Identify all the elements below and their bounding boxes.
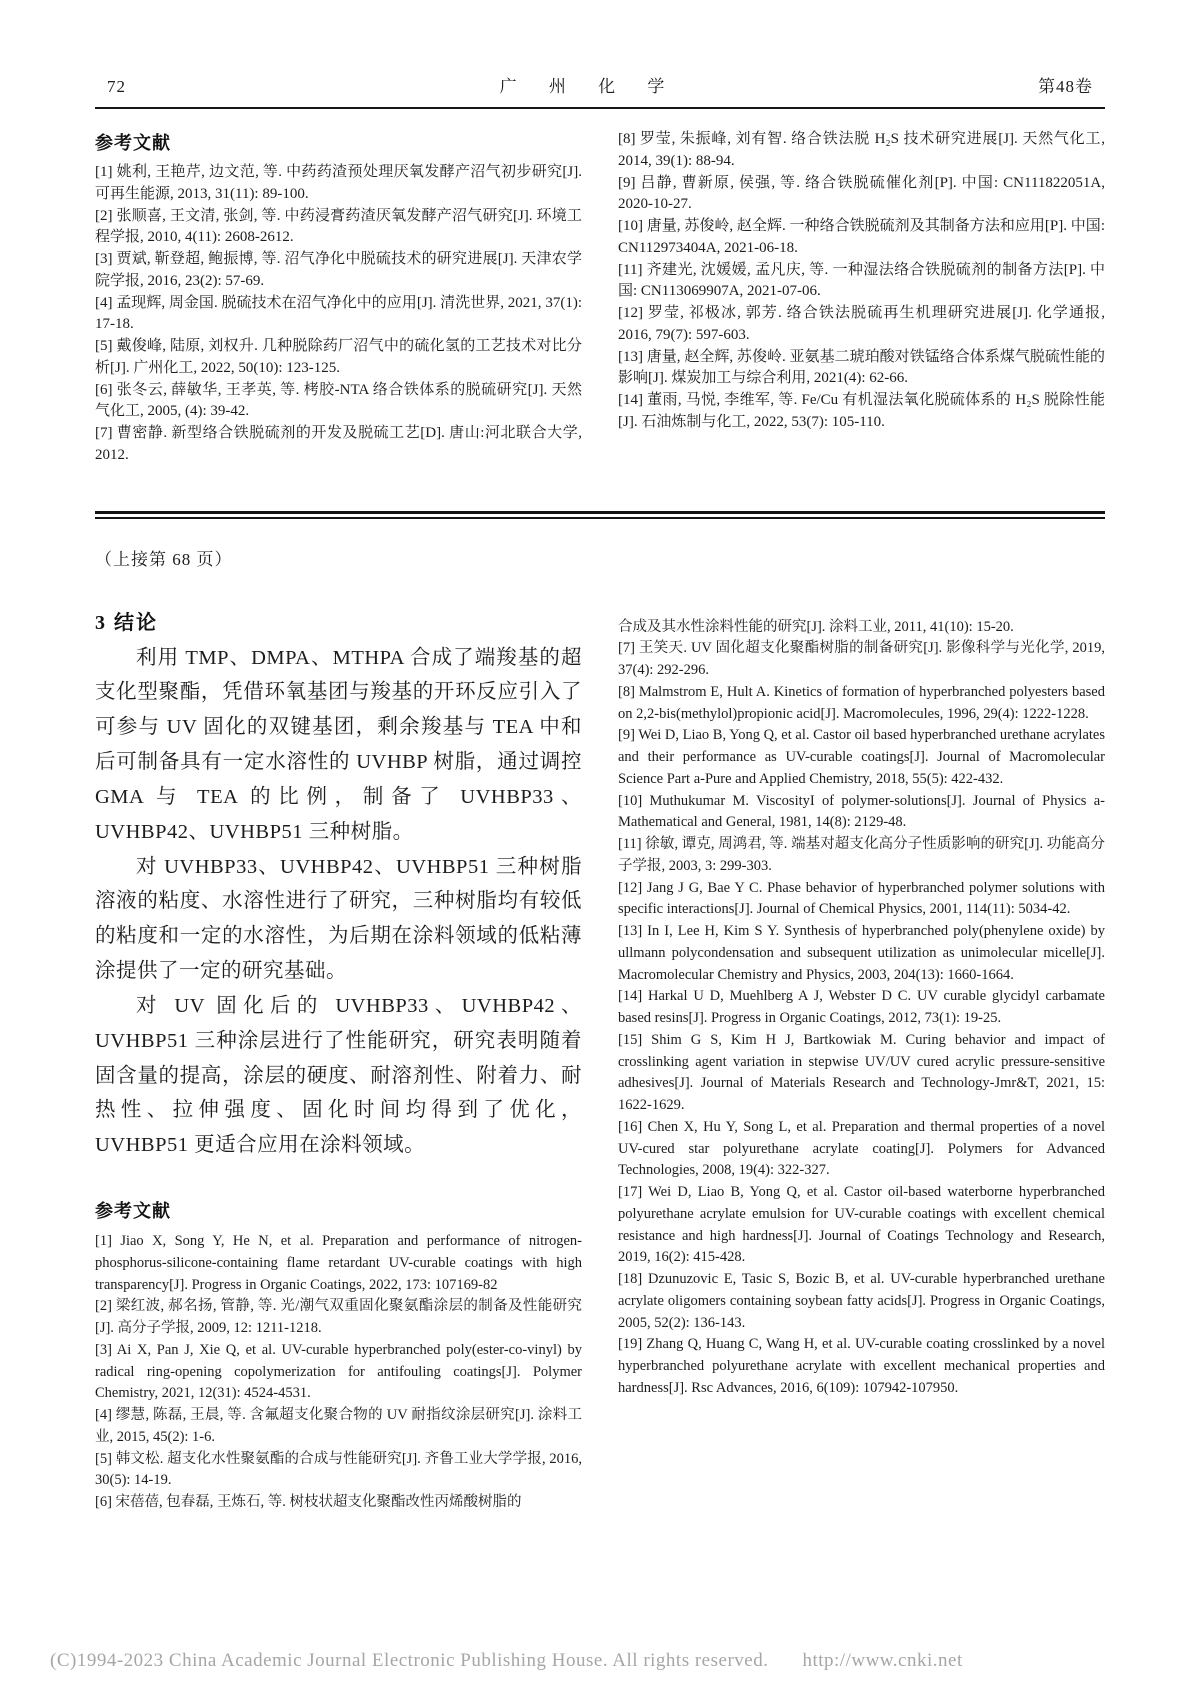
journal-title: 广 州 化 学 xyxy=(499,77,679,96)
reference-item: [6] 张冬云, 薛敏华, 王孝英, 等. 栲胶-NTA 络合铁体系的脱硫研究[J]. 天然气化工, 2005, (4): 39-42. xyxy=(95,381,582,420)
references-heading: 参考文献 xyxy=(95,133,171,153)
section-divider-rule xyxy=(95,511,1105,519)
cnki-url: http://www.cnki.net xyxy=(802,1650,963,1671)
reference-item: [13] 唐量, 赵全辉, 苏俊岭. 亚氨基二琥珀酸对铁锰络合体系煤气脱硫性能的影响[J]. 煤炭加工与综合利用, 2021(4): 62-66. xyxy=(618,348,1105,387)
reference-item: [4] 缪慧, 陈磊, 王晨, 等. 含氟超支化聚合物的 UV 耐指纹涂层研究[J]. 涂料工业, 2015, 45(2): 1-6. xyxy=(95,1407,582,1445)
reference-item: [3] 贾斌, 靳登超, 鲍振博, 等. 沼气净化中脱硫技术的研究进展[J]. 天津农学院学报, 2016, 23(2): 57-69. xyxy=(95,251,582,289)
volume-label: 第48卷 xyxy=(1038,77,1093,96)
reference-item: [2] 梁红波, 郝名扬, 管静, 等. 光/潮气双重固化聚氨酯涂层的制备及性能研究[J]. 高分子学报, 2009, 12: 1211-1218. xyxy=(95,1298,582,1337)
reference-item: [14] Harkal U D, Muehlberg A J, Webster D C. UV curable glycidyl carbamate based resins[J]. Progress in Organic Coatings, 2012, 73(1): 19-25. xyxy=(618,988,1105,1026)
reference-item: [13] In I, Lee H, Kim S Y. Synthesis of hyperbranched poly(phenylene oxide) by ullmann polycondensation and subsequent utilization as unimolecular micelle[J]. Macromolecular Chemistry and Physics, 2003, 204(13): 1660-1664. xyxy=(618,923,1105,983)
reference-item: [9] 吕静, 曹新原, 侯强, 等. 络合铁脱硫催化剂[P]. 中国: CN111822051A, 2020-10-27. xyxy=(618,174,1105,213)
conclusion-paragraph: 利用 TMP、DMPA、MTHPA 合成了端羧基的超支化型聚酯，凭借环氧基团与羧基的开环反应引入了可参与 UV 固化的双键基团，剩余羧基与 TEA 中和后可制备具有一定水溶性的 UVHBP 树脂，通过调控 GMA 与 TEA 的比例，制备了 UVHBP33、UVHBP42、UVHBP51 三种树脂。 xyxy=(95,646,582,843)
reference-item: [4] 孟现辉, 周金国. 脱硫技术在沼气净化中的应用[J]. 清洗世界, 2021, 37(1): 17-18. xyxy=(95,294,582,333)
conclusion-paragraphs xyxy=(95,641,582,1164)
continuation-note: （上接第 68 页） xyxy=(95,549,233,569)
reference-item: [19] Zhang Q, Huang C, Wang H, et al. UV-curable coating crosslinked by a novel hyperbranched polyurethane acrylate with excellent mechanical properties and hardness[J]. Rsc Advances, 2016, 6(109): 107942-107950. xyxy=(618,1336,1105,1396)
conclusion-paragraph: 对 UVHBP33、UVHBP42、UVHBP51 三种树脂溶液的粘度、水溶性进行了研究，三种树脂均有较低的粘度和一定的水溶性，为后期在涂料领域的低粘薄涂提供了一定的研究基础。 xyxy=(95,855,582,983)
reference-item: [7] 曹密静. 新型络合铁脱硫剂的开发及脱硫工艺[D]. 唐山:河北联合大学, 2012. xyxy=(95,425,582,463)
reference-item: [1] Jiao X, Song Y, He N, et al. Preparation and performance of nitrogen-phosphorus-silicone-containing flame retardant UV-curable coatings with high transparency[J]. Progress in Organic Coatings, 2022, 173: 107169-82 xyxy=(95,1233,582,1293)
reference-item: [14] 董雨, 马悦, 李维军, 等. Fe/Cu 有机湿法氧化脱硫体系的 H₂S 脱除性能[J]. 石油炼制与化工, 2022, 53(7): 105-110. xyxy=(618,392,1105,430)
reference-item: [11] 徐敏, 谭克, 周鸿君, 等. 端基对超支化高分子性质影响的研究[J]. 功能高分子学报, 2003, 3: 299-303. xyxy=(618,836,1105,874)
top-references-section xyxy=(95,129,1105,467)
reference-item: [6] 宋蓓蓓, 包春磊, 王炼石, 等. 树枝状超支化聚酯改性丙烯酸树脂的 xyxy=(95,1494,522,1511)
reference-item: [5] 戴俊峰, 陆原, 刘权升. 几种脱除药厂沼气中的硫化氢的工艺技术对比分析[J]. 广州化工, 2022, 50(10): 123-125. xyxy=(95,338,582,376)
reference-item: [17] Wei D, Liao B, Yong Q, et al. Castor oil-based waterborne hyperbranched polyurethane acrylate emulsion for UV-curable coatings with excellent chemical resistance and high hardness[J]. Journal of Coatings Technology and Research, 2019, 16(2): 415-428. xyxy=(618,1184,1105,1266)
bottom-reference-list-right xyxy=(618,638,1105,1399)
continued-article-section xyxy=(95,545,1105,1514)
reference-item: [5] 韩文松. 超支化水性聚氨酯的合成与性能研究[J]. 齐鲁工业大学学报, 2016, 30(5): 14-19. xyxy=(95,1450,582,1489)
reference-item: [3] Ai X, Pan J, Xie Q, et al. UV-curable hyperbranched poly(ester-co-vinyl) by radical ring-opening copolymerization for antifouling coatings[J]. Polymer Chemistry, 2021, 12(31): 4524-4531. xyxy=(95,1341,582,1402)
reference-item: [1] 姚利, 王艳芹, 边文范, 等. 中药药渣预处理厌氧发酵产沼气初步研究[J]. 可再生能源, 2013, 31(11): 89-100. xyxy=(95,164,582,202)
article-left-column xyxy=(95,545,582,1514)
page-footer xyxy=(50,1650,1150,1672)
reference-item: [7] 王笑天. UV 固化超支化聚酯树脂的制备研究[J]. 影像科学与光化学, 2019, 37(4): 292-296. xyxy=(618,640,1105,678)
bottom-reference-list-left xyxy=(95,1231,582,1514)
page-header xyxy=(95,72,1105,109)
references-heading-bottom: 参考文献 xyxy=(95,1201,171,1222)
top-references-left-column xyxy=(95,129,582,467)
copyright-text: (C)1994-2023 China Academic Journal Electronic Publishing House. All rights reserved. xyxy=(50,1650,769,1671)
reference-item: [10] Muthukumar M. ViscosityI of polymer-solutions[J]. Journal of Physics a-Mathematical and General, 1981, 14(8): 2129-48. xyxy=(618,792,1105,831)
article-right-column xyxy=(618,545,1105,1514)
top-references-right-column xyxy=(618,129,1105,467)
reference-item: [16] Chen X, Hu Y, Song L, et al. Preparation and thermal properties of a novel UV-cured star polyurethane acrylate coating[J]. Polymers for Advanced Technologies, 2008, 19(4): 322-327. xyxy=(618,1118,1105,1179)
reference-item: [9] Wei D, Liao B, Yong Q, et al. Castor oil based hyperbranched urethane acrylates and their performance as UV-curable coatings[J]. Journal of Macromolecular Science Part a-Pure and Applied Chemistry, 2018, 55(5): 422-432. xyxy=(618,727,1105,787)
reference-item: [18] Dzunuzovic E, Tasic S, Bozic B, et al. UV-curable hyperbranched urethane acrylate oligomers containing soybean fatty acids[J]. Progress in Organic Coatings, 2005, 52(2): 136-143. xyxy=(618,1271,1105,1331)
reference-carry-line: 合成及其水性涂料性能的研究[J]. 涂料工业, 2011, 41(10): 15-20. xyxy=(618,618,1014,635)
reference-item: [12] 罗莹, 祁极冰, 郭芳. 络合铁法脱硫再生机理研究进展[J]. 化学通报, 2016, 79(7): 597-603. xyxy=(618,305,1105,343)
page-number: 72 xyxy=(107,77,126,96)
reference-list-left xyxy=(95,162,582,467)
reference-item: [12] Jang J G, Bae Y C. Phase behavior of hyperbranched polymer solutions with specific interactions[J]. Journal of Chemical Physics, 2001, 114(11): 5034-42. xyxy=(618,879,1105,918)
reference-item: [2] 张顺喜, 王文清, 张剑, 等. 中药浸膏药渣厌氧发酵产沼气研究[J]. 环境工程学报, 2010, 4(11): 2608-2612. xyxy=(95,207,582,246)
conclusion-paragraph: 对 UV 固化后的 UVHBP33、UVHBP42、UVHBP51 三种涂层进行了性能研究，研究表明随着固含量的提高，涂层的硬度、耐溶剂性、附着力、耐热性、拉伸强度、固化时间均得到了优化，UVHBP51 更适合应用在涂料领域。 xyxy=(95,994,582,1157)
reference-item: [15] Shim G S, Kim H J, Bartkowiak M. Curing behavior and impact of crosslinking agent variation in stepwise UV/UV cured acrylic pressure-sensitive adhesives[J]. Journal of Materials Research and Technology-Jmr&T, 2021, 15: 1622-1629. xyxy=(618,1031,1105,1113)
reference-item: [8] 罗莹, 朱振峰, 刘有智. 络合铁法脱 H₂S 技术研究进展[J]. 天然气化工, 2014, 39(1): 88-94. xyxy=(618,131,1105,169)
reference-list-right xyxy=(618,129,1105,434)
conclusion-heading: 3 结论 xyxy=(95,611,158,634)
reference-item: [8] Malmstrom E, Hult A. Kinetics of formation of hyperbranched polyesters based on 2,2-bis(methylol)propionic acid[J]. Macromolecules, 1996, 29(4): 1222-1228. xyxy=(618,683,1105,722)
reference-item: [10] 唐量, 苏俊岭, 赵全辉. 一种络合铁脱硫剂及其制备方法和应用[P]. 中国: CN112973404A, 2021-06-18. xyxy=(618,218,1105,256)
reference-item: [11] 齐建光, 沈媛媛, 孟凡庆, 等. 一种湿法络合铁脱硫剂的制备方法[P]. 中国: CN113069907A, 2021-07-06. xyxy=(618,261,1105,300)
